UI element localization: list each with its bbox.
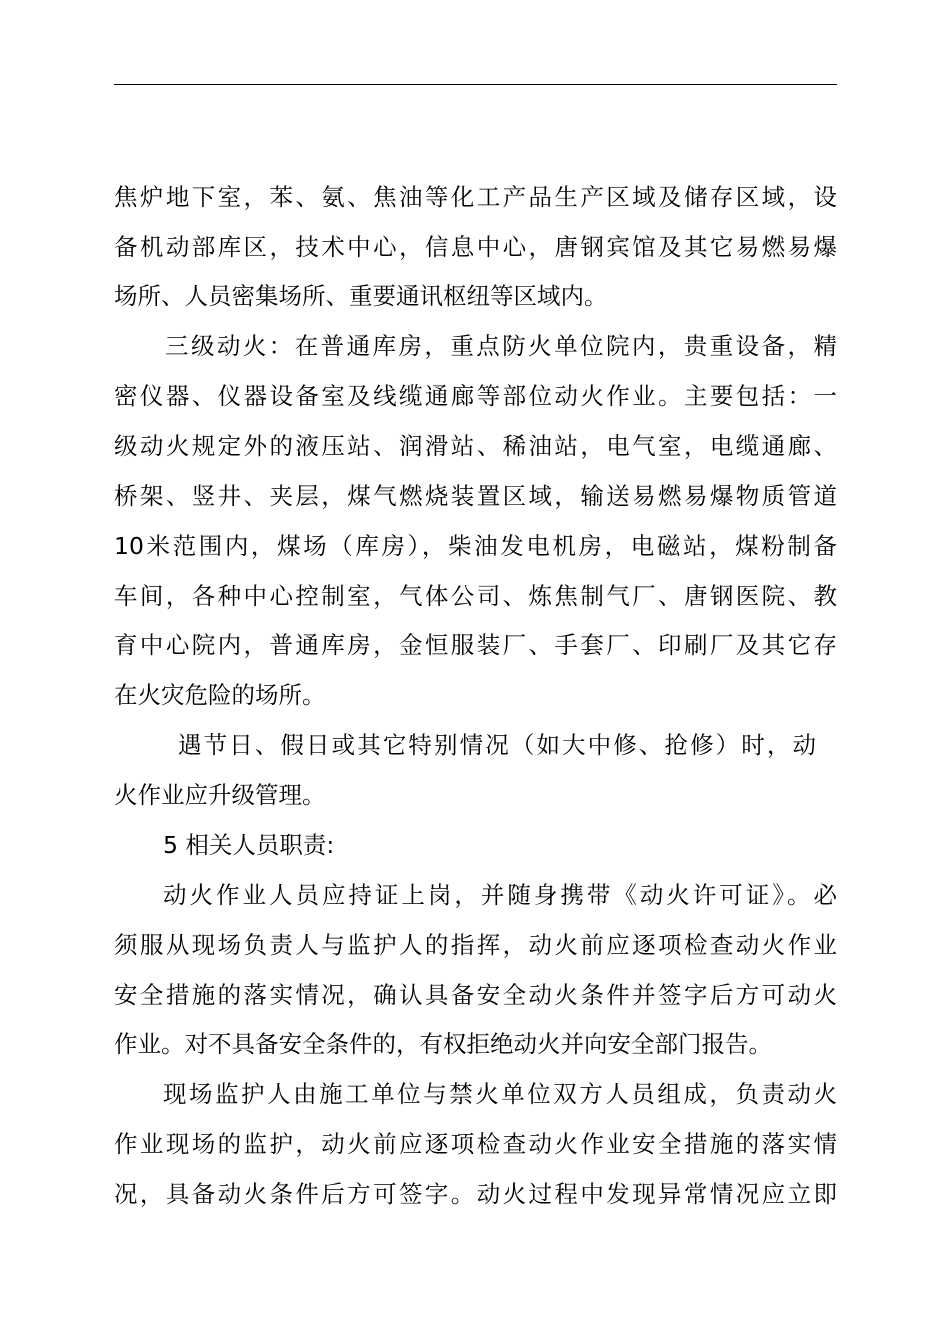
text-line: 车间，各种中心控制室，气体公司、炼焦制气厂、唐钢医院、教 — [114, 582, 837, 610]
text-line: 三级动火：在普通库房，重点防火单位院内，贵重设备，精 — [165, 332, 837, 360]
text-line: 桥架、竖井、夹层，煤气燃烧装置区域，输送易燃易爆物质管道 — [114, 482, 837, 510]
text-line: 火作业应升级管理。 — [114, 781, 326, 809]
text-line: 况，具备动火条件后方可签字。动火过程中发现异常情况应立即 — [114, 1180, 837, 1208]
text-line: 密仪器、仪器设备室及线缆通廊等部位动火作业。主要包括：一 — [114, 382, 837, 410]
text-line: 10米范围内，煤场（库房），柴油发电机房，电磁站，煤粉制备 — [114, 532, 837, 560]
text-line: 场所、人员密集场所、重要通讯枢纽等区域内。 — [114, 282, 608, 310]
text-line: 现场监护人由施工单位与禁火单位双方人员组成，负责动火 — [163, 1080, 837, 1108]
section-heading: 5 相关人员职责: — [163, 831, 335, 859]
text-line: 在火灾危险的场所。 — [114, 681, 326, 709]
text-line: 备机动部库区，技术中心，信息中心，唐钢宾馆及其它易燃易爆 — [114, 233, 837, 261]
text-line: 安全措施的落实情况，确认具备安全动火条件并签字后方可动火 — [114, 981, 837, 1009]
text-line: 级动火规定外的液压站、润滑站、稀油站，电气室，电缆通廊、 — [114, 432, 837, 460]
text-line: 动火作业人员应持证上岗，并随身携带《动火许可证》。必 — [163, 881, 837, 909]
header-rule — [114, 84, 837, 85]
text-line: 作业现场的监护，动火前应逐项检查动火作业安全措施的落实情 — [114, 1130, 837, 1158]
text-line: 遇节日、假日或其它特别情况（如大中修、抢修）时，动 — [178, 731, 816, 759]
text-line: 育中心院内，普通库房，金恒服装厂、手套厂、印刷厂及其它存 — [114, 631, 837, 659]
text-line: 须服从现场负责人与监护人的指挥，动火前应逐项检查动火作业 — [114, 931, 837, 959]
text-line: 焦炉地下室，苯、氨、焦油等化工产品生产区域及储存区域，设 — [114, 183, 837, 211]
text-line: 作业。对不具备安全条件的，有权拒绝动火并向安全部门报告。 — [114, 1030, 772, 1058]
